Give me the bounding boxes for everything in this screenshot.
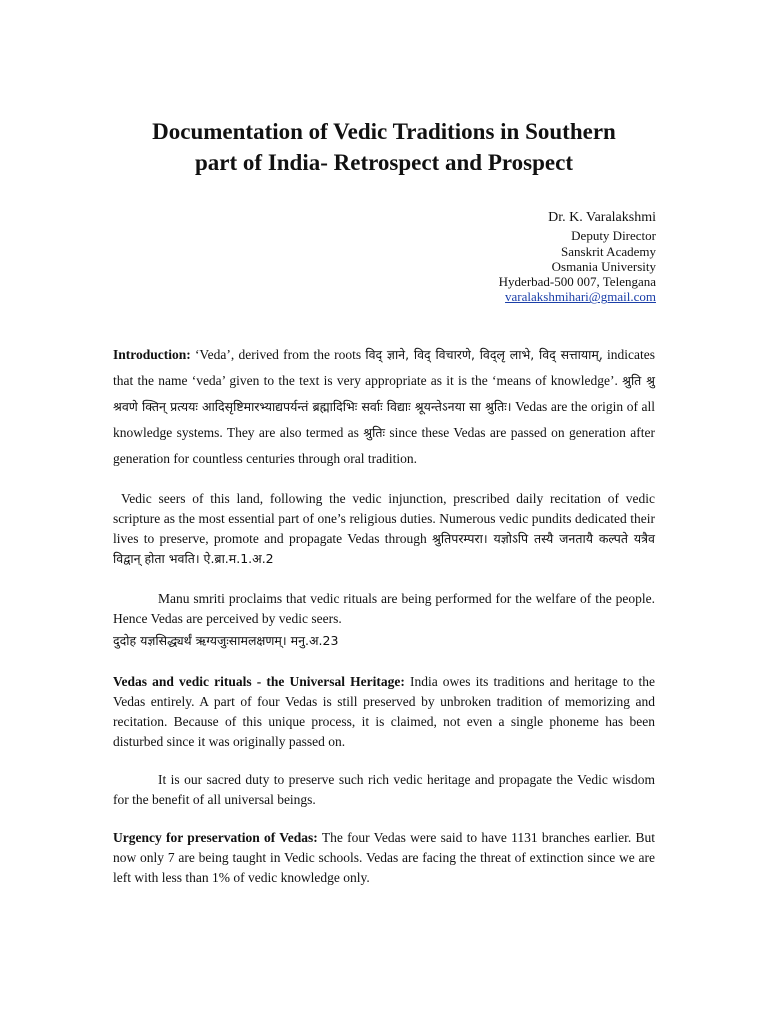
manu-quote: दुदोह यज्ञसिद्ध्यर्थं ऋग्यजुःसामलक्षणम्। मनु.अ.23 — [113, 633, 339, 648]
vedic-seers-paragraph — [113, 489, 655, 569]
seers-text: Vedic seers of this land, following the vedic injunction, prescribed daily recitation of vedic scripture as the most essential part of one’s religious duties. Numerous vedic pundits dedicated their lives to preserve, promote and propagate Vedas through — [113, 491, 655, 546]
intro-text-2: indicates that the name ‘veda’ given to the text is very appropriate as it is the ‘means of knowledge’. — [113, 347, 656, 388]
duty-text: It is our sacred duty to preserve such rich vedic heritage and propagate the Vedic wisdom for the benefit of all universal beings. — [113, 772, 655, 807]
title-line-1: Documentation of Vedic Traditions in Southern — [152, 119, 616, 144]
shrutih-term: श्रुतिः — [363, 425, 386, 440]
intro-text-4: since these Vedas are passed on generation after generation for countless centuries through oral tradition. — [113, 425, 655, 466]
document-title — [100, 116, 668, 178]
author-organization: Sanskrit Academy — [561, 243, 656, 259]
author-role: Deputy Director — [571, 228, 656, 244]
author-address: Hyderbad-500 007, Telengana — [498, 274, 656, 290]
intro-text-1: ‘Veda’, derived from the roots — [194, 347, 366, 362]
manu-text: Manu smriti proclaims that vedic rituals are being performed for the welfare of the people. Hence Vedas are perceived by vedic seers. — [113, 591, 655, 626]
manu-smriti-paragraph — [113, 589, 655, 629]
sacred-duty-paragraph — [113, 770, 655, 810]
heritage-heading: Vedas and vedic rituals - the Universal Heritage: — [113, 674, 405, 689]
urgency-paragraph — [113, 828, 655, 888]
title-line-2: part of India- Retrospect and Prospect — [195, 150, 573, 175]
urgency-text: The four Vedas were said to have 1131 branches earlier. But now only 7 are being taught in Vedic schools. Vedas are facing the threat of extinction since we are left with less than 1% of vedic knowledge only. — [113, 830, 655, 885]
author-university: Osmania University — [551, 258, 656, 274]
author-block — [296, 210, 656, 305]
author-email-link[interactable]: varalakshmihari@gmail.com — [505, 289, 656, 305]
intro-text-3: Vedas are the origin of all knowledge systems. They are also termed as — [113, 399, 655, 440]
heritage-paragraph — [113, 672, 655, 752]
urgency-heading: Urgency for preservation of Vedas: — [113, 830, 318, 845]
introduction-heading: Introduction: — [113, 347, 195, 362]
aitareya-quote: श्रुतिपरम्परा। यज्ञोऽपि तस्यै जनतायै कल्पते यत्रैव विद्वान् होता भवति। ऐ.ब्रा.म.1.अ.2 — [113, 531, 655, 566]
introduction-paragraph — [113, 342, 655, 472]
manu-quote-line — [113, 629, 655, 653]
shruti-definition: श्रुति श्रु श्रवणे क्तिन् प्रत्ययः आदिसृष्टिमारभ्याद्यपर्यन्तं ब्रह्मादिभिः सर्वाः विद्याः श्रूयन्तेऽनया सा श्रुतिः। — [113, 373, 655, 414]
sanskrit-roots: विद् ज्ञाने, विद् विचारणे, विद्लृ लाभे, विद् सत्तायाम्, — [365, 347, 603, 362]
author-name: Dr. K. Varalakshmi — [548, 210, 656, 225]
heritage-text: India owes its traditions and heritage to the Vedas entirely. A part of four Vedas is still preserved by unbroken tradition of memorizing and recitation. Because of this unique process, it is claimed, not even a single phoneme has been disturbed since it was originally passed on. — [113, 674, 655, 749]
document-body — [113, 342, 655, 888]
